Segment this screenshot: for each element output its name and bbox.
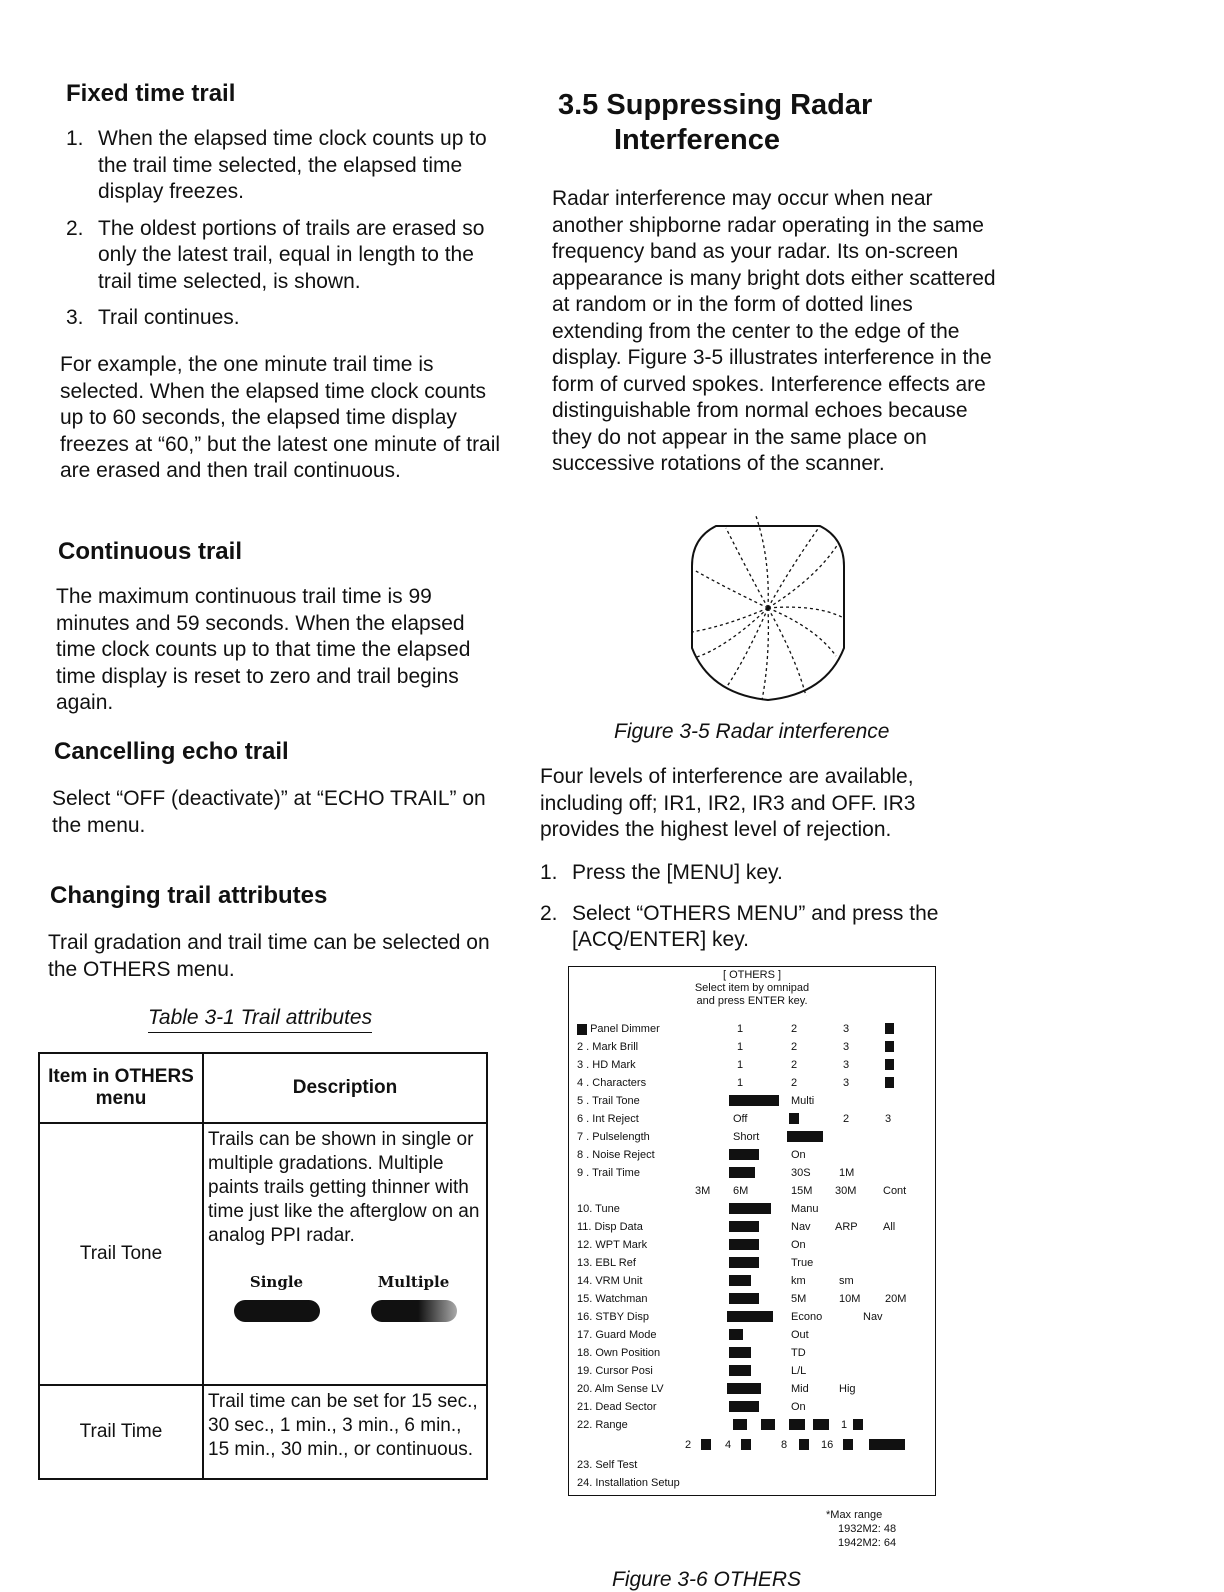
single-swatch (234, 1300, 320, 1322)
table-cell-item: Trail Tone (39, 1123, 203, 1385)
step-text: The oldest portions of trails are erased so only the latest trail, equal in length to the trail time selected, is shown. (98, 216, 485, 293)
menu-item-tune[interactable]: 10. Tune Manu (577, 1203, 819, 1215)
table-header-description: Description (203, 1053, 487, 1123)
trail-tone-description: Trails can be shown in single or multiple gradations. Multiple paints trails getting thinner with time just like the afterglow on an analog PPI radar. (208, 1129, 480, 1246)
heading-cancelling-echo-trail: Cancelling echo trail (54, 738, 289, 765)
menu-item-mark-brill[interactable]: 2 . Mark Brill 1 2 3 (577, 1041, 638, 1059)
section-title (558, 88, 872, 158)
step-number: 3. (66, 306, 84, 329)
menu-item-noise-reject[interactable]: 8 . Noise Reject On (577, 1149, 806, 1161)
menu-item-panel-dimmer[interactable]: Panel Dimmer 1 2 3 (577, 1023, 660, 1041)
trail-attributes-table (38, 1052, 488, 1480)
step-text: Press the [MENU] key. (572, 861, 783, 884)
menu-item-stby-disp[interactable]: 16. STBY Disp Econo Nav (577, 1311, 883, 1323)
list-item (66, 126, 512, 206)
heading-fixed-time-trail: Fixed time trail (66, 80, 236, 107)
table-header-item: Item in OTHERS menu (39, 1053, 203, 1123)
menu-item-alm-sense-lv[interactable]: 20. Alm Sense LV Mid Hig (577, 1383, 856, 1395)
figure-caption: Figure 3-5 Radar interference (614, 720, 890, 743)
menu-instruction-2: and press ENTER key. (696, 995, 808, 1007)
fixed-trail-steps (66, 126, 512, 342)
heading-continuous-trail: Continuous trail (58, 538, 242, 565)
cursor-marker-icon (577, 1024, 587, 1035)
step-number: 1. (540, 861, 558, 884)
section-title-line2: Interference (614, 124, 781, 156)
table-header-row (39, 1053, 487, 1123)
interference-steps (540, 860, 990, 964)
radar-interference-figure (686, 508, 850, 708)
interference-intro: Radar interference may occur when near another shipborne radar operating in the same frequency band as your radar. Its on-screen appearance is many bright dots either scattered at random or in the form of dotted lines extending from the center to the edge of the display. Figure 3-5 illustrates interference in the form of curved spokes. Interference effects are distinguishable from normal echoes because they do not appear in the same place on successive rotations of the scanner. (552, 187, 996, 475)
table-row (39, 1123, 487, 1385)
menu-item-installation-setup[interactable]: 24. Installation Setup (577, 1477, 680, 1489)
tone-swatches (208, 1270, 482, 1322)
menu-item-cursor-posi[interactable]: 19. Cursor Posi L/L (577, 1365, 807, 1377)
list-item (66, 216, 512, 296)
menu-instruction-1: Select item by omnipad (694, 982, 810, 994)
table-cell-description: Trail time can be set for 15 sec., 30 sec., 1 min., 3 min., 6 min., 15 min., 30 min., or continuous. (203, 1385, 487, 1479)
list-item (66, 305, 512, 332)
step-number: 2. (66, 216, 84, 240)
menu-title: [ OTHERS ] (722, 969, 782, 981)
menu-item-wpt-mark[interactable]: 12. WPT Mark On (577, 1239, 806, 1251)
menu-item-range[interactable]: 22. Range 1 (577, 1419, 628, 1437)
step-text: When the elapsed time clock counts up to the trail time selected, the elapsed time display freezes. (98, 127, 487, 203)
cut-off-figure-caption: Figure 3-6 OTHERS (612, 1568, 802, 1591)
list-item (540, 860, 990, 887)
section-number: 3.5 (558, 89, 599, 121)
single-swatch-group (234, 1270, 320, 1322)
menu-item-characters[interactable]: 4 . Characters 1 2 3 (577, 1077, 646, 1095)
menu-item-pulselength[interactable]: 7 . Pulselength Short (577, 1131, 650, 1149)
menu-item-watchman[interactable]: 15. Watchman 5M 10M 20M (577, 1293, 907, 1305)
menu-item-disp-data[interactable]: 11. Disp Data Nav ARP All (577, 1221, 896, 1233)
max-range-note: *Max range 1932M2: 48 1942M2: 64 (826, 1509, 897, 1549)
table-caption: Table 3-1 Trail attributes (148, 1006, 372, 1033)
menu-item-self-test[interactable]: 23. Self Test (577, 1459, 638, 1471)
cancelling-text: Select “OFF (deactivate)” at “ECHO TRAIL” on the menu. (52, 787, 486, 837)
section-title-line1: Suppressing Radar (606, 89, 873, 121)
interference-levels: Four levels of interference are available, including off; IR1, IR2, IR3 and OFF. IR3 provides the highest level of rejection. (540, 765, 916, 841)
menu-item-hd-mark[interactable]: 3 . HD Mark 1 2 3 (577, 1059, 636, 1077)
menu-item-trail-tone[interactable]: 5 . Trail Tone Multi (577, 1095, 815, 1107)
multiple-swatch (371, 1300, 457, 1322)
changing-text: Trail gradation and trail time can be selected on the OTHERS menu. (48, 931, 490, 981)
fixed-trail-example: For example, the one minute trail time is selected. When the elapsed time clock counts up to 60 seconds, the elapsed time display freezes at “60,” but the latest one minute of trail are erased and then trail continuous. (60, 353, 501, 482)
menu-item-dead-sector[interactable]: 21. Dead Sector On (577, 1401, 806, 1413)
step-text: Select “OTHERS MENU” and press the [ACQ/ENTER] key. (572, 901, 939, 951)
menu-item-trail-time[interactable]: 9 . Trail Time 30S 1M (577, 1167, 855, 1179)
continuous-trail-text: The maximum continuous trail time is 99 minutes and 59 seconds. When the elapsed time clock counts up to that time the elapsed time display is reset to zero and trail begins again. (56, 585, 471, 714)
step-number: 1. (66, 127, 84, 150)
multiple-swatch-group (371, 1270, 457, 1322)
step-text: Trail continues. (98, 306, 240, 329)
table-cell-item: Trail Time (39, 1385, 203, 1479)
step-number: 2. (540, 901, 558, 925)
single-label: Single (249, 1273, 304, 1291)
list-item (540, 901, 990, 954)
others-menu-screen: [ OTHERS ] Select item by omnipad and press ENTER key. Panel Dimmer 1 2 3 2 . Mark Brill 1 2 3 3 . HD Mark 1 2 3 4 . Characters 1 2 3 5 . Trail Tone Multi 6 . Int Reject Off 2 3 7 . Pulselength Short 8 . Noise Reject On 9 . Trail Time 30S 1M 3M 6M 15M 30M Cont 10. Tune Manu 11. Disp Data Nav ARP All 12. WPT Mark On 13. EBL Ref True 14. VRM Unit km sm 15. Watchman 5M 10M 20M 16. STBY Disp Econo Nav 17. Guard Mode Out 18. Own Position TD 19. Cursor Posi L/L 20. Alm Sense LV Mid Hig 21. Dead Sector On 22. Range 1 2 4 8 16 23. Self Test 24. Installation Setup (568, 966, 936, 1496)
menu-item-guard-mode[interactable]: 17. Guard Mode Out (577, 1329, 809, 1341)
menu-item-ebl-ref[interactable]: 13. EBL Ref True (577, 1257, 814, 1269)
menu-item-own-position[interactable]: 18. Own Position TD (577, 1347, 806, 1359)
menu-header (569, 969, 935, 1008)
menu-item-int-reject[interactable]: 6 . Int Reject Off 2 3 (577, 1113, 892, 1125)
table-row (39, 1385, 487, 1479)
multiple-label: Multiple (377, 1273, 450, 1291)
heading-changing-trail-attributes: Changing trail attributes (50, 882, 328, 909)
table-cell-description (203, 1123, 487, 1385)
menu-item-vrm-unit[interactable]: 14. VRM Unit km sm (577, 1275, 854, 1287)
